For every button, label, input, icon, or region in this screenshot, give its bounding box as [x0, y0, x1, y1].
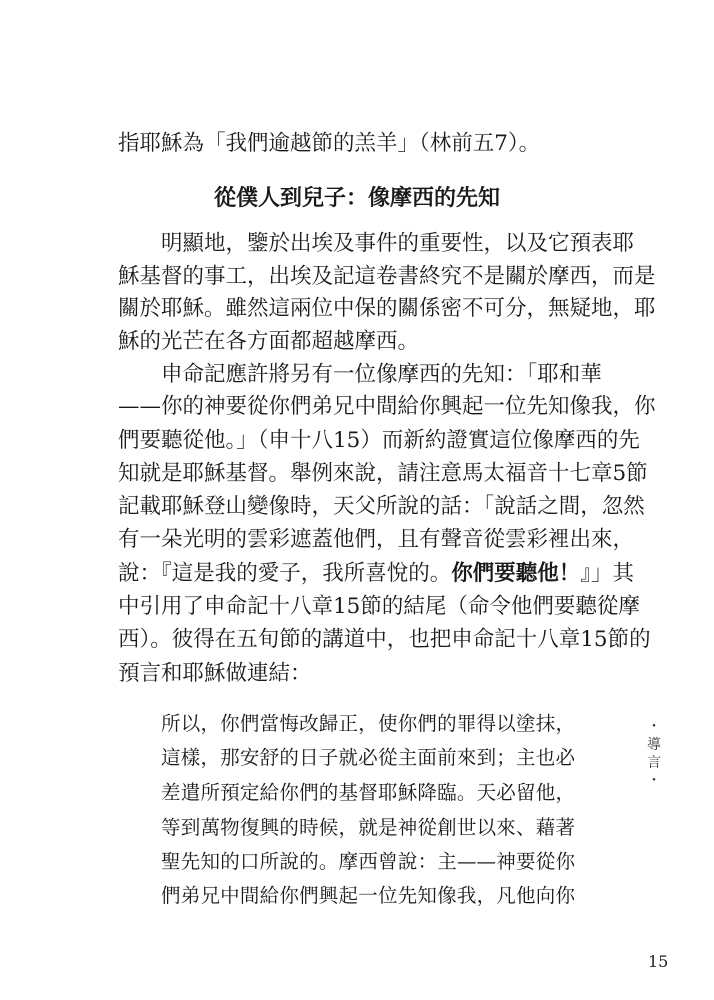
quote-line: 聖先知的口所說的。摩西曾說：主——神要從你 — [161, 850, 575, 873]
paragraph-line: 西）。彼得在五旬節的講道中，也把申命記十八章15節的 — [118, 627, 651, 652]
section-heading: 從僕人到兒子：像摩西的先知 — [213, 186, 500, 211]
opening-line: 指耶穌為「我們逾越節的羔羊」（林前五7）。 — [118, 131, 541, 156]
paragraph-line — [118, 559, 635, 589]
side-tab-dot: ・ — [647, 719, 661, 735]
paragraph-line-head: 說：『這是我的愛子，我所喜悅的。 — [118, 561, 452, 586]
paragraph-line: 有一朵光明的雲彩遮蓋他們，且有聲音從雲彩裡出來， — [118, 527, 635, 552]
paragraph-line: 明顯地，鑒於出埃及事件的重要性，以及它預表耶 — [161, 231, 635, 256]
paragraph-line: 們要聽從他。」（申十八15）而新約證實這位像摩西的先 — [118, 428, 640, 453]
quote-line: 所以，你們當悔改歸正，使你們的罪得以塗抹， — [161, 712, 575, 735]
paragraph-line: 知就是耶穌基督。舉例來說，請注意馬太福音十七章5節 — [118, 461, 648, 486]
side-tab-dot: ・ — [647, 773, 661, 789]
paragraph-line: 預言和耶穌做連結： — [118, 661, 312, 686]
paragraph-line: 中引用了申命記十八章15節的結尾（命令他們要聽從摩 — [118, 594, 640, 619]
quote-line: 這樣，那安舒的日子就必從主面前來到；主也必 — [161, 746, 575, 769]
side-tab-char: 導 — [647, 737, 661, 753]
paragraph-line: ——你的神要從你們弟兄中間給你興起一位先知像我，你 — [118, 394, 656, 419]
side-tab-char: 言 — [647, 755, 661, 771]
paragraph-line: 穌的光芒在各方面都超越摩西。 — [118, 329, 420, 354]
quote-line: 差遣所預定給你們的基督耶穌降臨。天必留他， — [161, 781, 575, 804]
quote-line: 等到萬物復興的時候，就是神從創世以來、藉著 — [161, 816, 575, 839]
paragraph-line-tail: 』」其 — [580, 561, 635, 586]
paragraph-line: 關於耶穌。雖然這兩位中保的關係密不可分，無疑地，耶 — [118, 296, 656, 321]
paragraph-line: 申命記應許將另有一位像摩西的先知：「耶和華 — [161, 362, 602, 387]
side-tab — [646, 718, 662, 790]
page-number: 15 — [648, 952, 669, 971]
paragraph-line: 穌基督的事工，出埃及記這卷書終究不是關於摩西，而是 — [118, 264, 656, 289]
emphasis-text: 你們要聽他！ — [451, 561, 581, 586]
paragraph-line: 記載耶穌登山變像時，天父所說的話：「說話之間，忽然 — [118, 494, 645, 519]
quote-line: 們弟兄中間給你們興起一位先知像我，凡他向你 — [161, 884, 575, 907]
